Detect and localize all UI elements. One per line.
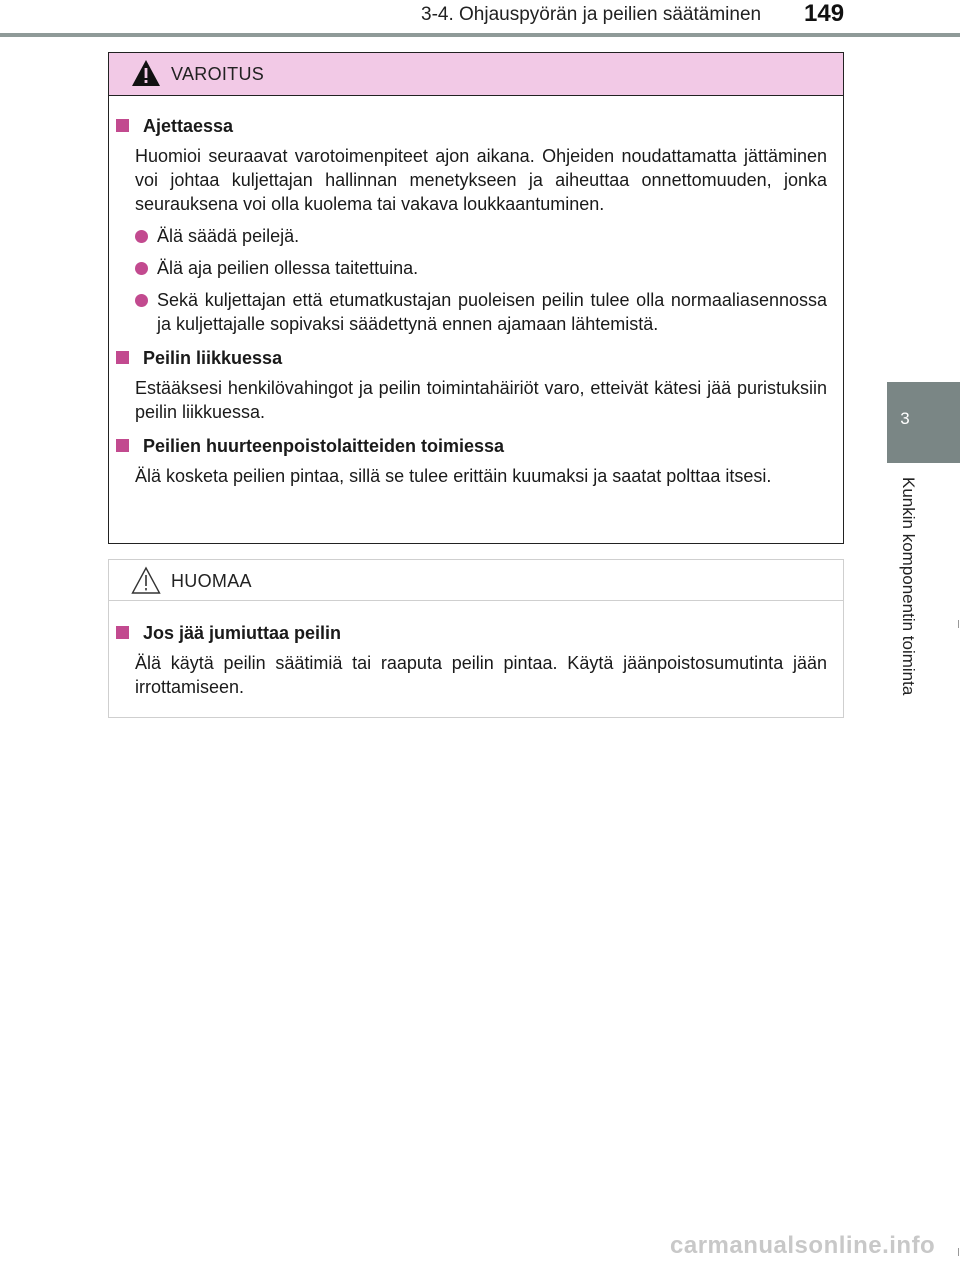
- section-heading: Peilien huurteenpoistolaitteiden toimiessa: [131, 434, 827, 458]
- section-heading: Ajettaessa: [131, 114, 827, 138]
- warning-triangle-icon: [131, 59, 161, 92]
- section-text: Huomioi seuraavat varotoimenpiteet ajon aikana. Ohjeiden noudattamatta jättäminen voi johtaa kuljettajan hallinnan menetykseen ja aiheuttaa onnettomuuden, jonka seurauksena voi olla kuolema tai vakava loukkaantuminen.: [135, 146, 827, 214]
- bullet-item: Sekä kuljettajan että etumatkustajan puoleisen peilin tulee olla normaaliasennossa ja kuljettajalle sopivaksi säädettynä ennen ajamaan lähtemistä.: [131, 288, 827, 336]
- edge-mark: [958, 620, 959, 628]
- notice-label: HUOMAA: [171, 571, 252, 591]
- notice-box: [108, 559, 844, 718]
- caution-triangle-outline-icon: [131, 566, 161, 599]
- warning-header: [109, 53, 843, 96]
- chapter-number: 3: [900, 409, 910, 428]
- edge-mark: [958, 1248, 959, 1256]
- section-text: Estääksesi henkilövahingot ja peilin toimintahäiriöt varo, etteivät kätesi jää puristuksiin peilin liikkuessa.: [135, 378, 827, 422]
- warning-section: [131, 346, 827, 424]
- section-title: 3-4. Ohjauspyörän ja peilien säätäminen: [421, 4, 762, 25]
- section-heading: Peilin liikkuessa: [131, 346, 827, 370]
- notice-body: [109, 601, 843, 699]
- watermark: carmanualsonline.info: [670, 1232, 936, 1259]
- section-heading: Jos jää jumiuttaa peilin: [131, 621, 827, 645]
- bullet-item: Älä aja peilien ollessa taitettuina.: [131, 256, 827, 280]
- header-rule: [0, 33, 960, 37]
- page-number: 149: [804, 0, 845, 27]
- warning-label: VAROITUS: [171, 64, 265, 84]
- section-text: Älä käytä peilin säätimiä tai raaputa peilin pintaa. Käytä jäänpoistosumutinta jään irrottamiseen.: [135, 653, 827, 697]
- warning-box: [108, 52, 844, 544]
- warning-section: [131, 434, 827, 488]
- chapter-tab: [887, 382, 960, 463]
- warning-body: [109, 96, 843, 488]
- bullet-item: Älä säädä peilejä.: [131, 224, 827, 248]
- section-text: Älä kosketa peilien pintaa, sillä se tulee erittäin kuumaksi ja saatat polttaa itsesi.: [135, 466, 772, 486]
- notice-header: [109, 560, 843, 601]
- warning-section: [131, 114, 827, 336]
- notice-section: [131, 621, 827, 699]
- chapter-title: Kunkin komponentin toiminta: [899, 477, 918, 696]
